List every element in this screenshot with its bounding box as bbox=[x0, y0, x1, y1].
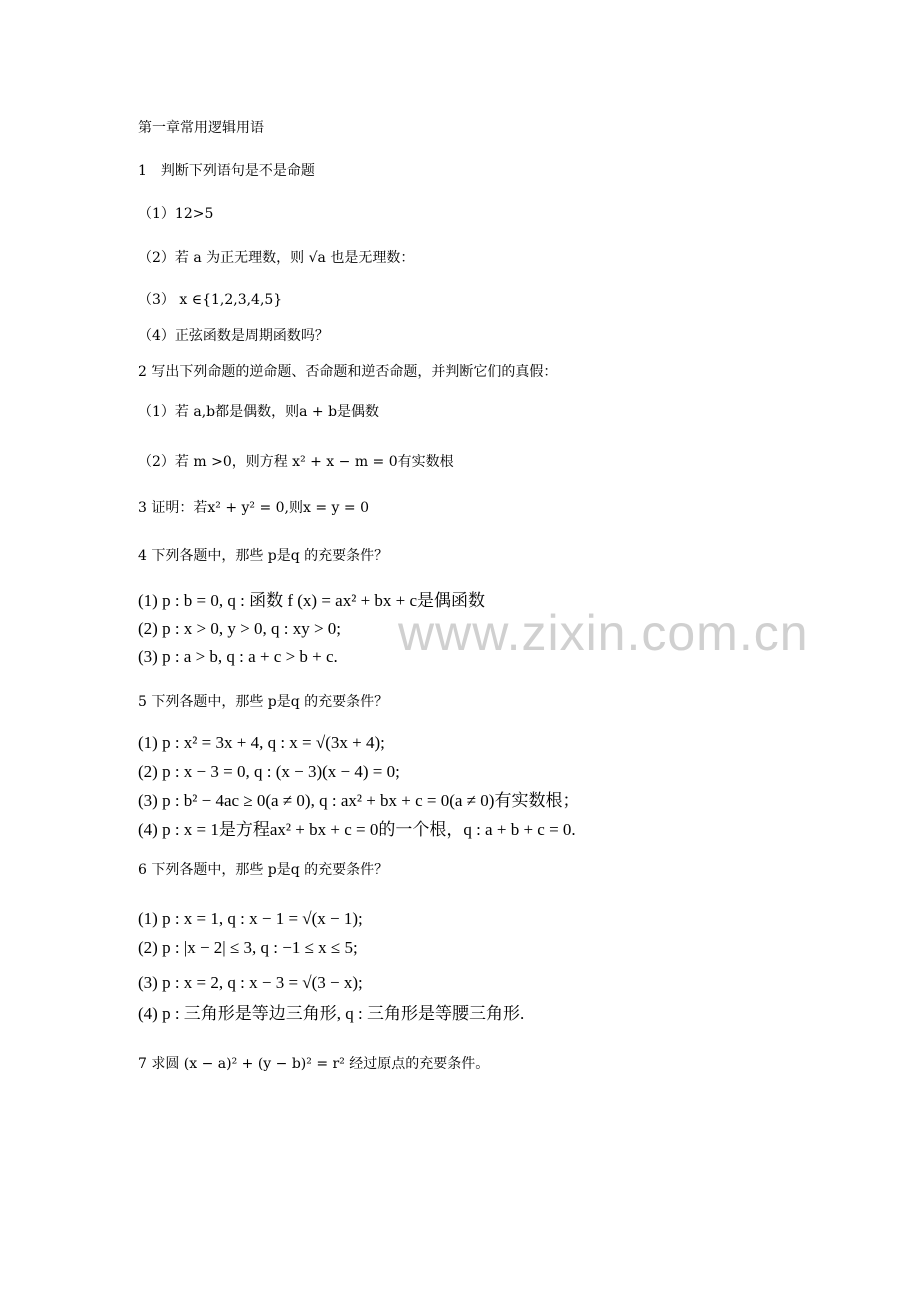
q6-item-2: (2) p : |x − 2| ≤ 3, q : −1 ≤ x ≤ 5; bbox=[138, 938, 358, 957]
q6-item-4: (4) p : 三角形是等边三角形, q : 三角形是等腰三角形. bbox=[138, 1004, 525, 1023]
q4-item-2: (2) p : x > 0, y > 0, q : xy > 0; bbox=[138, 619, 342, 638]
q5-item-3: (3) p : b² − 4ac ≥ 0(a ≠ 0), q : ax² + bx + c = 0(a ≠ 0)有实数根； bbox=[138, 791, 580, 810]
q1-stem: 1 判断下列语句是不是命题 bbox=[138, 163, 315, 179]
q5-item-2: (2) p : x − 3 = 0, q : (x − 3)(x − 4) = 0; bbox=[138, 762, 400, 781]
q2-item-2: （2）若 m >0，则方程 x² + x − m = 0有实数根 bbox=[138, 454, 454, 470]
q2-item-1: （1）若 a,b都是偶数，则a + b是偶数 bbox=[138, 404, 380, 420]
q6-item-1: (1) p : x = 1, q : x − 1 = √(x − 1); bbox=[138, 909, 363, 928]
q7-stem: 7 求圆 (x − a)² + (y − b)² = r² 经过原点的充要条件。 bbox=[138, 1056, 490, 1072]
q5-stem: 5 下列各题中，那些 p是q 的充要条件？ bbox=[138, 694, 389, 710]
watermark-text: www.zixin.com.cn bbox=[398, 605, 809, 661]
q1-item-3: （3） x ∈{1,2,3,4,5} bbox=[138, 292, 283, 308]
q4-item-3: (3) p : a > b, q : a + c > b + c. bbox=[138, 647, 338, 666]
q1-item-2: （2）若 a 为正无理数，则 √a 也是无理数： bbox=[138, 250, 415, 266]
q5-item-1: (1) p : x² = 3x + 4, q : x = √(3x + 4); bbox=[138, 733, 385, 752]
q1-item-4: （4）正弦函数是周期函数吗？ bbox=[138, 328, 329, 344]
q6-stem: 6 下列各题中，那些 p是q 的充要条件？ bbox=[138, 862, 389, 878]
q6-item-3: (3) p : x = 2, q : x − 3 = √(3 − x); bbox=[138, 973, 363, 992]
q1-item-1: （1）12>5 bbox=[138, 206, 214, 222]
q2-stem: 2 写出下列命题的逆命题、否命题和逆否命题，并判断它们的真假： bbox=[138, 364, 558, 380]
q3-stem: 3 证明：若x² + y² = 0,则x = y = 0 bbox=[138, 500, 369, 516]
q5-item-4: (4) p : x = 1是方程ax² + bx + c = 0的一个根，q : a + b + c = 0. bbox=[138, 820, 576, 839]
chapter-title: 第一章常用逻辑用语 bbox=[138, 120, 264, 136]
q4-stem: 4 下列各题中，那些 p是q 的充要条件？ bbox=[138, 548, 389, 564]
q4-item-1: (1) p : b = 0, q : 函数 f (x) = ax² + bx + c是偶函数 bbox=[138, 591, 486, 610]
